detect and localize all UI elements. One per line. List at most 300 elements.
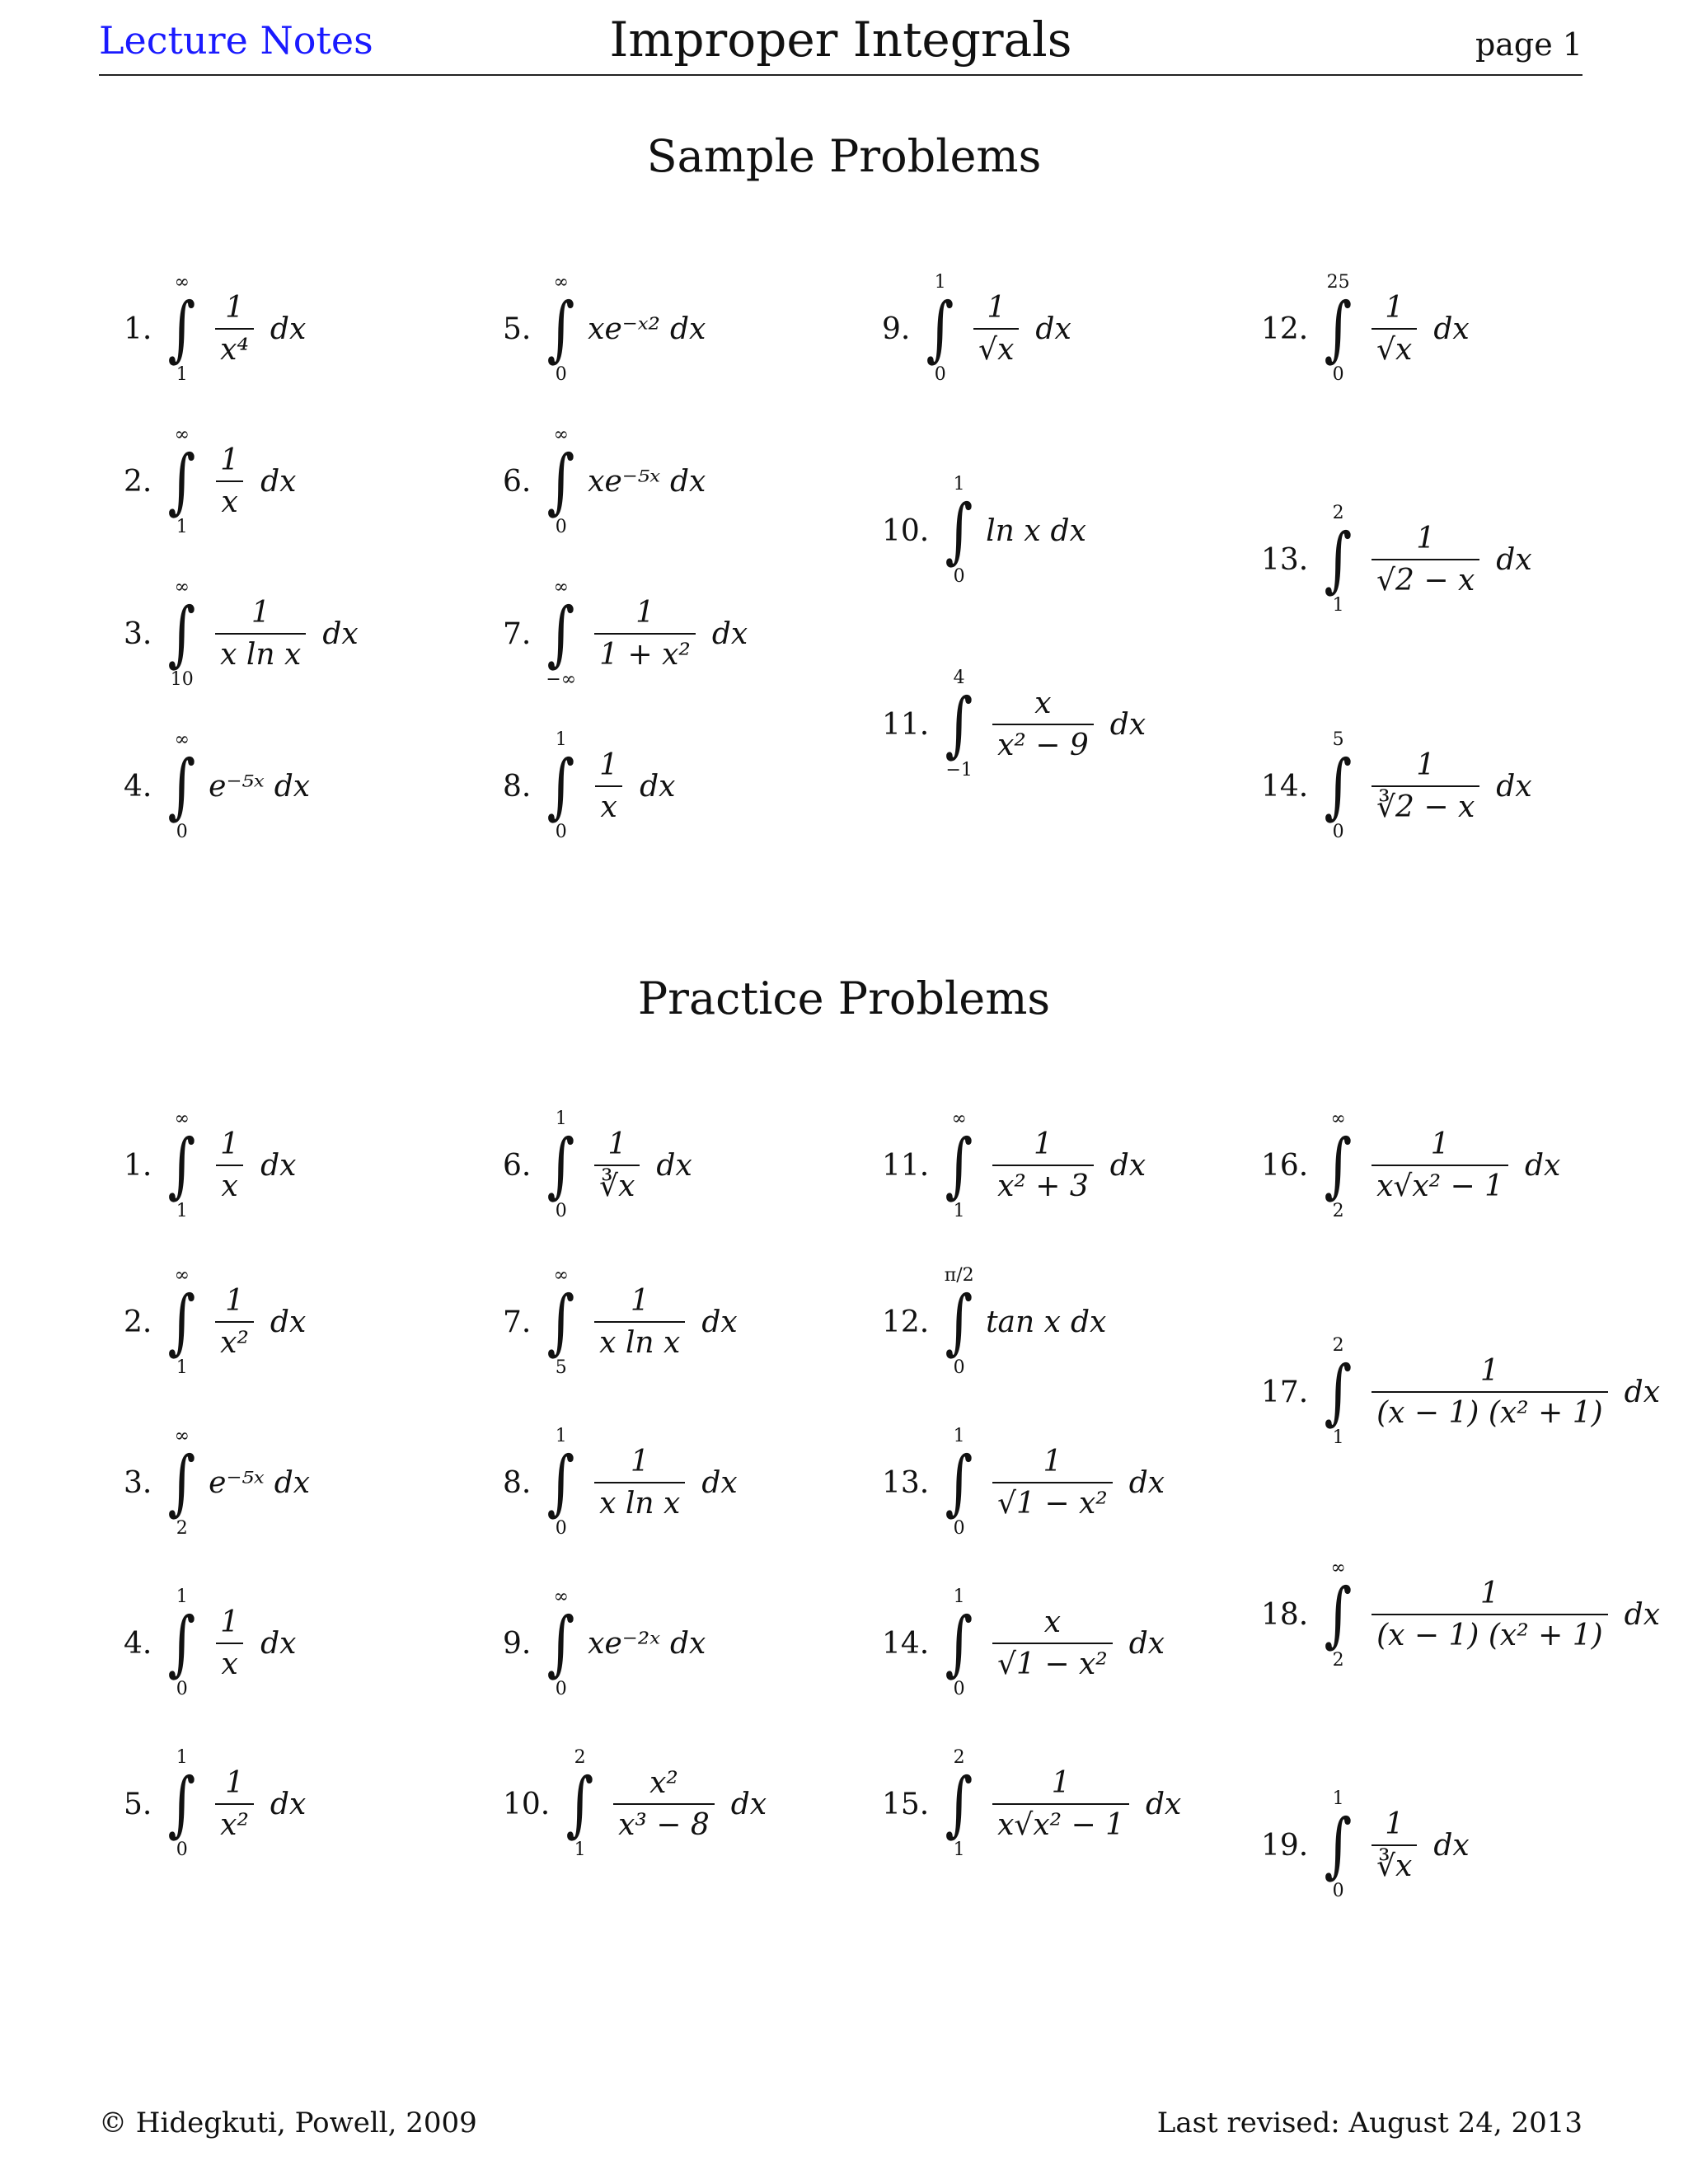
lower-limit: 1 xyxy=(953,1201,965,1221)
integrand xyxy=(588,465,706,499)
sample-problem xyxy=(1261,503,1532,616)
problem-number: 1. xyxy=(124,312,152,346)
integral-sign xyxy=(163,1586,200,1700)
numerator: 1 xyxy=(607,1127,627,1161)
lower-limit: 0 xyxy=(176,1840,188,1860)
differential: dx xyxy=(1070,1305,1107,1339)
problem-number: 4. xyxy=(124,1626,152,1661)
upper-limit: 1 xyxy=(1332,1788,1344,1809)
integral-symbol: ∫ xyxy=(167,1124,196,1207)
integral-sign xyxy=(542,424,579,538)
integrand xyxy=(588,1127,692,1203)
numerator: x xyxy=(1043,1605,1062,1639)
lower-limit: 1 xyxy=(574,1840,586,1860)
upper-limit: ∞ xyxy=(174,272,190,293)
integrand xyxy=(209,1766,306,1842)
lower-limit: 0 xyxy=(934,364,946,385)
upper-limit: ∞ xyxy=(174,1426,190,1446)
practice-problem xyxy=(503,1586,706,1700)
denominator: √2 − x xyxy=(1372,559,1479,598)
integral-sign xyxy=(940,1265,978,1379)
integral-sign xyxy=(542,577,579,691)
integral-sign xyxy=(940,1108,978,1222)
page-number: page 1 xyxy=(1475,26,1582,63)
numerator: 1 xyxy=(220,443,240,477)
practice-problem xyxy=(124,1108,296,1222)
lower-limit: 10 xyxy=(170,669,194,690)
integrand xyxy=(209,1466,310,1500)
integrand xyxy=(986,1445,1165,1521)
lower-limit: 0 xyxy=(555,517,567,537)
lower-limit: 0 xyxy=(176,1679,188,1699)
differential: dx xyxy=(1128,1465,1165,1500)
problem-number: 16. xyxy=(1261,1148,1309,1183)
differential: dx xyxy=(670,1626,706,1661)
practice-problem xyxy=(882,1586,1165,1700)
upper-limit: ∞ xyxy=(1330,1558,1346,1578)
differential: dx xyxy=(1496,542,1532,577)
problem-number: 13. xyxy=(882,1465,930,1500)
integrand xyxy=(607,1766,767,1842)
sample-problem xyxy=(124,424,296,538)
integral-sign xyxy=(163,424,200,538)
denominator: √1 − x² xyxy=(992,1482,1113,1521)
upper-limit: 2 xyxy=(574,1747,586,1768)
problem-number: 17. xyxy=(1261,1375,1309,1409)
denominator: ∛x xyxy=(594,1165,640,1203)
lower-limit: −1 xyxy=(945,760,973,780)
practice-problem xyxy=(503,1426,738,1540)
denominator: ∛x xyxy=(1372,1844,1417,1883)
fraction xyxy=(992,1605,1113,1681)
lower-limit: 0 xyxy=(1332,822,1344,842)
sample-problem xyxy=(124,577,359,691)
integral-symbol: ∫ xyxy=(926,288,954,370)
integrand xyxy=(1365,1807,1470,1883)
numerator: 1 xyxy=(225,1766,244,1800)
course-link[interactable]: Lecture Notes xyxy=(99,18,373,63)
integral-symbol: ∫ xyxy=(167,745,196,827)
lower-limit: 1 xyxy=(1332,1427,1344,1448)
integral-symbol: ∫ xyxy=(945,1281,973,1363)
integral-symbol: ∫ xyxy=(546,1281,575,1363)
numerator: 1 xyxy=(987,291,1006,325)
denominator: x√x² − 1 xyxy=(992,1803,1129,1842)
lower-limit: −∞ xyxy=(546,669,577,690)
integrand xyxy=(986,1605,1165,1681)
upper-limit: 4 xyxy=(953,668,965,688)
integrand xyxy=(986,1766,1181,1842)
sample-problem xyxy=(1261,272,1470,386)
integral-sign xyxy=(542,1108,579,1222)
numerator: 1 xyxy=(251,596,270,630)
integral-sign xyxy=(1320,272,1357,386)
integral-sign xyxy=(1320,1335,1357,1449)
upper-limit: 1 xyxy=(934,272,946,293)
upper-limit: 1 xyxy=(953,474,965,494)
integral-symbol: ∫ xyxy=(565,1763,594,1845)
denominator: x ln x xyxy=(594,1321,685,1360)
practice-problem xyxy=(503,1265,738,1379)
lower-limit: 1 xyxy=(953,1840,965,1860)
numerator: 1 xyxy=(1416,522,1436,555)
integrand xyxy=(1365,291,1470,367)
integral-sign xyxy=(163,1108,200,1222)
numerator: 1 xyxy=(635,596,654,630)
sample-problem xyxy=(503,729,675,843)
lower-limit: 5 xyxy=(555,1357,567,1378)
upper-limit: 5 xyxy=(1332,729,1344,750)
lower-limit: 0 xyxy=(555,1201,567,1221)
integrand xyxy=(986,1305,1106,1339)
differential: dx xyxy=(1109,707,1146,742)
fraction xyxy=(973,291,1019,367)
fraction xyxy=(594,748,623,824)
problem-number: 5. xyxy=(124,1787,152,1821)
denominator: √1 − x² xyxy=(992,1643,1113,1681)
upper-limit: ∞ xyxy=(174,729,190,750)
problem-number: 12. xyxy=(1261,312,1309,346)
fraction xyxy=(215,596,306,672)
integral-symbol: ∫ xyxy=(1324,745,1353,827)
practice-problem xyxy=(882,1108,1146,1222)
upper-limit: 2 xyxy=(1332,1335,1344,1356)
upper-limit: ∞ xyxy=(951,1108,967,1129)
expression: xe⁻⁵ˣ xyxy=(588,464,660,499)
upper-limit: 1 xyxy=(555,1426,567,1446)
fraction xyxy=(215,291,254,367)
lower-limit: 2 xyxy=(176,1518,188,1539)
integral-sign xyxy=(1320,1108,1357,1222)
integral-sign xyxy=(1320,1788,1357,1902)
problem-number: 3. xyxy=(124,1465,152,1500)
upper-limit: 1 xyxy=(953,1586,965,1607)
problem-number: 3. xyxy=(124,616,152,651)
problem-number: 9. xyxy=(882,312,911,346)
problem-number: 6. xyxy=(503,464,532,499)
copyright: © Hidegkuti, Powell, 2009 xyxy=(99,2107,477,2139)
problem-number: 13. xyxy=(1261,542,1309,577)
integral-symbol: ∫ xyxy=(546,1441,575,1524)
practice-problem xyxy=(1261,1335,1660,1449)
integral-sign xyxy=(163,729,200,843)
practice-problem xyxy=(124,1747,306,1861)
upper-limit: ∞ xyxy=(553,272,569,293)
integrand xyxy=(209,1605,296,1681)
practice-problem xyxy=(882,1426,1165,1540)
upper-limit: ∞ xyxy=(553,1265,569,1286)
integral-symbol: ∫ xyxy=(546,745,575,827)
numerator: 1 xyxy=(1479,1354,1499,1388)
differential: dx xyxy=(1433,1828,1470,1863)
fraction xyxy=(215,1766,254,1842)
denominator: x² + 3 xyxy=(992,1165,1094,1203)
fraction xyxy=(1372,522,1479,598)
denominator: x xyxy=(216,480,242,519)
differential: dx xyxy=(274,769,311,804)
fraction xyxy=(1372,1127,1508,1203)
integral-symbol: ∫ xyxy=(945,1124,973,1207)
upper-limit: ∞ xyxy=(553,424,569,445)
integral-symbol: ∫ xyxy=(167,1763,196,1845)
integral-sign xyxy=(542,272,579,386)
integral-sign xyxy=(163,577,200,691)
differential: dx xyxy=(711,616,748,651)
lower-limit: 1 xyxy=(176,1357,188,1378)
denominator: x xyxy=(595,785,621,824)
numerator: 1 xyxy=(630,1284,649,1318)
integral-sign xyxy=(163,1265,200,1379)
section-title-practice: Practice Problems xyxy=(637,972,1051,1024)
integral-symbol: ∫ xyxy=(945,1441,973,1524)
fraction xyxy=(594,1284,685,1360)
numerator: 1 xyxy=(599,748,619,782)
integral-sign xyxy=(921,272,959,386)
numerator: 1 xyxy=(220,1605,240,1639)
integral-symbol: ∫ xyxy=(1324,1573,1353,1656)
integral-sign xyxy=(542,729,579,843)
expression: e⁻⁵ˣ xyxy=(209,769,265,804)
section-title-sample: Sample Problems xyxy=(646,130,1042,182)
differential: dx xyxy=(1128,1626,1165,1661)
upper-limit: 2 xyxy=(953,1747,965,1768)
integral-symbol: ∫ xyxy=(546,288,575,370)
differential: dx xyxy=(1496,769,1532,804)
integrand xyxy=(967,291,1071,367)
differential: dx xyxy=(260,1626,297,1661)
sample-problem xyxy=(503,577,748,691)
last-revised: Last revised: August 24, 2013 xyxy=(1156,2107,1582,2139)
fraction xyxy=(1372,1354,1608,1430)
numerator: 1 xyxy=(1385,291,1404,325)
differential: dx xyxy=(1624,1597,1661,1632)
numerator: 1 xyxy=(1043,1445,1062,1479)
page-title: Improper Integrals xyxy=(609,12,1072,68)
denominator: ∛2 − x xyxy=(1372,785,1479,824)
integral-symbol: ∫ xyxy=(167,1441,196,1524)
denominator: x xyxy=(216,1643,242,1681)
integral-symbol: ∫ xyxy=(546,440,575,523)
differential: dx xyxy=(260,1148,297,1183)
sample-problem xyxy=(503,424,706,538)
integrand xyxy=(588,312,706,346)
fraction xyxy=(1372,1807,1417,1883)
sample-problem xyxy=(124,272,306,386)
expression: xe⁻²ˣ xyxy=(588,1626,660,1661)
denominator: x xyxy=(216,1165,242,1203)
integral-sign xyxy=(940,668,978,781)
fraction xyxy=(594,596,696,672)
problem-number: 11. xyxy=(882,1148,930,1183)
upper-limit: 1 xyxy=(176,1586,188,1607)
differential: dx xyxy=(670,464,706,499)
differential: dx xyxy=(640,769,676,804)
lower-limit: 0 xyxy=(555,364,567,385)
lower-limit: 0 xyxy=(953,1679,965,1699)
integrand xyxy=(1365,748,1532,824)
integral-symbol: ∫ xyxy=(167,1281,196,1363)
numerator: 1 xyxy=(225,1284,244,1318)
practice-problem xyxy=(503,1747,767,1861)
expression: e⁻⁵ˣ xyxy=(209,1465,265,1500)
denominator: x ln x xyxy=(594,1482,685,1521)
numerator: 1 xyxy=(220,1127,240,1161)
fraction xyxy=(1372,291,1417,367)
integral-sign xyxy=(163,272,200,386)
differential: dx xyxy=(270,1787,307,1821)
integrand xyxy=(209,443,296,519)
fraction xyxy=(594,1445,685,1521)
integral-symbol: ∫ xyxy=(167,288,196,370)
upper-limit: 1 xyxy=(555,1108,567,1129)
denominator: 1 + x² xyxy=(594,633,696,672)
differential: dx xyxy=(656,1148,692,1183)
denominator: x² − 9 xyxy=(992,724,1094,762)
numerator: 1 xyxy=(225,291,244,325)
lower-limit: 0 xyxy=(1332,1881,1344,1901)
fraction xyxy=(215,1127,244,1203)
differential: dx xyxy=(701,1465,738,1500)
numerator: 1 xyxy=(1385,1807,1404,1841)
upper-limit: 1 xyxy=(176,1747,188,1768)
fraction xyxy=(1372,748,1479,824)
sample-problem xyxy=(1261,729,1532,843)
sample-problem xyxy=(124,729,310,843)
integrand xyxy=(986,514,1086,548)
upper-limit: ∞ xyxy=(174,1108,190,1129)
integral-sign xyxy=(542,1586,579,1700)
lower-limit: 0 xyxy=(176,822,188,842)
integral-symbol: ∫ xyxy=(1324,1351,1353,1433)
practice-problem xyxy=(503,1108,692,1222)
denominator: x⁴ xyxy=(215,328,254,367)
lower-limit: 2 xyxy=(1332,1650,1344,1671)
lower-limit: 1 xyxy=(1332,595,1344,616)
integral-sign xyxy=(1320,729,1357,843)
integral-sign xyxy=(940,1747,978,1861)
lower-limit: 0 xyxy=(555,1518,567,1539)
upper-limit: 25 xyxy=(1326,272,1350,293)
fraction xyxy=(992,1766,1129,1842)
sample-problem xyxy=(882,668,1146,781)
fraction xyxy=(594,1127,640,1203)
problem-number: 10. xyxy=(882,513,930,548)
sample-problem xyxy=(882,474,1086,588)
problem-number: 14. xyxy=(882,1626,930,1661)
lower-limit: 0 xyxy=(953,1357,965,1378)
integral-sign xyxy=(561,1747,598,1861)
lower-limit: 0 xyxy=(953,566,965,587)
integral-symbol: ∫ xyxy=(1324,1804,1353,1886)
integrand xyxy=(209,596,359,672)
integral-sign xyxy=(940,474,978,588)
integrand xyxy=(986,687,1146,762)
practice-problem xyxy=(882,1747,1181,1861)
page-header xyxy=(99,12,1582,76)
numerator: 1 xyxy=(630,1445,649,1479)
numerator: x xyxy=(1034,687,1052,720)
integrand xyxy=(1365,1577,1660,1652)
integral-sign xyxy=(542,1265,579,1379)
differential: dx xyxy=(1433,312,1470,346)
integrand xyxy=(588,748,675,824)
lower-limit: 0 xyxy=(953,1518,965,1539)
differential: dx xyxy=(701,1305,738,1339)
problem-number: 4. xyxy=(124,769,152,804)
upper-limit: ∞ xyxy=(553,577,569,598)
differential: dx xyxy=(1525,1148,1561,1183)
denominator: √x xyxy=(973,328,1019,367)
integral-symbol: ∫ xyxy=(167,593,196,675)
integral-symbol: ∫ xyxy=(945,1763,973,1845)
integral-sign xyxy=(542,1426,579,1540)
lower-limit: 1 xyxy=(176,1201,188,1221)
denominator: √x xyxy=(1372,328,1417,367)
lower-limit: 0 xyxy=(555,1679,567,1699)
lower-limit: 1 xyxy=(176,364,188,385)
practice-problem xyxy=(124,1265,306,1379)
sample-problem xyxy=(503,272,706,386)
integral-symbol: ∫ xyxy=(546,1124,575,1207)
integrand xyxy=(986,1127,1146,1203)
differential: dx xyxy=(670,312,706,346)
practice-problem xyxy=(124,1426,310,1540)
fraction xyxy=(215,1284,254,1360)
problem-number: 2. xyxy=(124,464,152,499)
integrand xyxy=(1365,1354,1660,1430)
problem-number: 12. xyxy=(882,1305,930,1339)
differential: dx xyxy=(322,616,359,651)
denominator: x√x² − 1 xyxy=(1372,1165,1508,1203)
integral-symbol: ∫ xyxy=(945,490,973,572)
numerator: 1 xyxy=(1416,748,1436,782)
differential: dx xyxy=(1109,1148,1146,1183)
upper-limit: 1 xyxy=(953,1426,965,1446)
denominator: x² xyxy=(215,1803,254,1842)
problem-number: 19. xyxy=(1261,1828,1309,1863)
problem-number: 8. xyxy=(503,1465,532,1500)
fraction xyxy=(992,1445,1113,1521)
practice-problem xyxy=(124,1586,296,1700)
integrand xyxy=(588,1445,738,1521)
differential: dx xyxy=(730,1787,767,1821)
upper-limit: π/2 xyxy=(944,1265,974,1286)
problem-number: 10. xyxy=(503,1787,551,1821)
numerator: x² xyxy=(649,1766,678,1800)
integral-symbol: ∫ xyxy=(945,1602,973,1685)
denominator: (x − 1) (x² + 1) xyxy=(1372,1391,1608,1430)
integrand xyxy=(1365,1127,1560,1203)
upper-limit: ∞ xyxy=(553,1586,569,1607)
problem-number: 1. xyxy=(124,1148,152,1183)
problem-number: 14. xyxy=(1261,769,1309,804)
integrand xyxy=(588,1284,738,1360)
fraction xyxy=(613,1766,715,1842)
integrand xyxy=(588,1627,706,1661)
differential: dx xyxy=(260,464,297,499)
problem-number: 5. xyxy=(503,312,532,346)
practice-problem xyxy=(1261,1108,1560,1222)
problem-number: 18. xyxy=(1261,1597,1309,1632)
fraction xyxy=(215,1605,244,1681)
numerator: 1 xyxy=(1479,1577,1499,1610)
lower-limit: 2 xyxy=(1332,1201,1344,1221)
integrand xyxy=(1365,522,1532,598)
lower-limit: 0 xyxy=(555,822,567,842)
integral-sign xyxy=(1320,503,1357,616)
upper-limit: ∞ xyxy=(174,577,190,598)
integrand xyxy=(209,291,306,367)
